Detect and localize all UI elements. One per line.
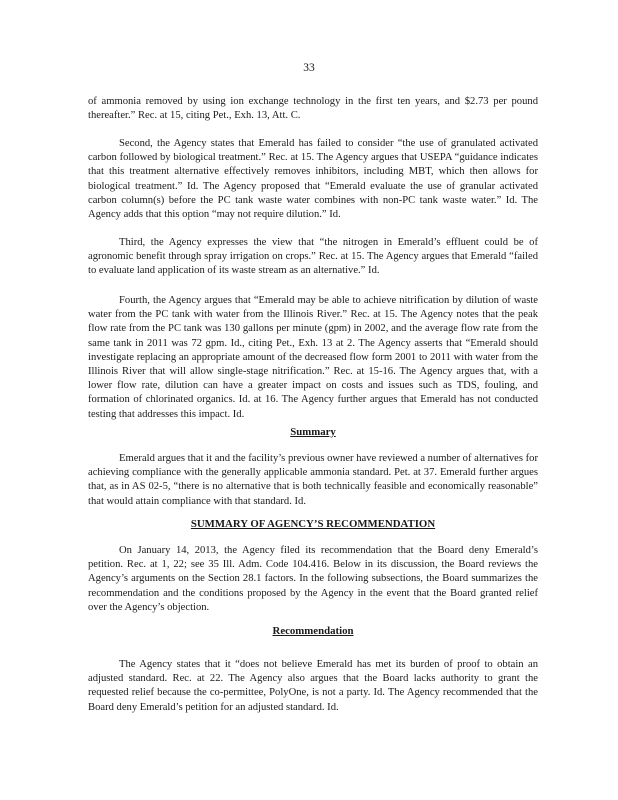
paragraph-alternatives-reviewed [88, 452, 538, 509]
paragraph-text: of ammonia removed by using ion exchange technology in the first ten years, and $2.73 per pound thereafter.” Rec. at 15, citing Pet., Exh. 13, Att. C. [88, 96, 538, 122]
paragraph-text: Emerald argues that it and the facility’s previous owner have reviewed a number of alternatives for achieving compliance with the generally applicable ammonia standard. Pet. at 37. Emerald further argues that, as in AS 02-5, “there is no alternative that is both technically feasible and economically reasonable” that would attain compliance with that standard. Id. [88, 453, 538, 507]
heading-summary: Summary [290, 426, 336, 438]
paragraph-ammonia-cost [88, 95, 538, 123]
paragraph-text: Fourth, the Agency argues that “Emerald may be able to achieve nitrification by dilution of waste water from the PC tank with water from the Illinois River.” Rec. at 15. The Agency notes that the peak flow rate from the PC tank was 130 gallons per minute (gpm) in 2002, and the average flow rate from the same tank in 2011 was 72 gpm. Id., citing Pet., Exh. 13 at 2. The Agency asserts that “Emerald should investigate replacing an appropriate amount of the decreased flow form 2001 to 2011 with water from the Illinois River that will allow single-stage nitrification.” Rec. at 15-16. The Agency argues that, with a lower flow rate, dilution can have a greater impact on costs and issues such as TDS, fouling, and formation of chlorinated organics. Id. at 16. The Agency further argues that Emerald has not conducted testing that addresses this impact. Id. [88, 295, 538, 420]
paragraph-spray-irrigation [88, 236, 538, 279]
heading-agency-recommendation-summary: SUMMARY OF AGENCY’S RECOMMENDATION [190, 518, 436, 530]
paragraph-activated-carbon [88, 137, 538, 222]
paragraph-text: On January 14, 2013, the Agency filed its recommendation that the Board deny Emerald’s petition. Rec. at 1, 22; see 35 Ill. Adm. Code 104.416. Below in its discussion, the Board reviews the Agency’s arguments on the Section 28.1 factors. In the following subsections, the Board summarizes the recommendation and the conditions proposed by the Agency in the event that the Board granted relief over the Agency’s objection. [88, 545, 538, 613]
heading-recommendation: Recommendation [272, 625, 354, 637]
paragraph-river-dilution [88, 294, 538, 422]
paragraph-text: Third, the Agency expresses the view that “the nitrogen in Emerald’s effluent could be of agronomic benefit through spray irrigation on crops.” Rec. at 15. The Agency argues that Emerald “failed to evaluate land application of its waste stream as an alternative.” Id. [88, 237, 538, 277]
paragraph-text: The Agency states that it “does not believe Emerald has met its burden of proof to obtain an adjusted standard. Rec. at 22. The Agency also argues that the Board lacks authority to grant the requested relief because the co-permittee, PolyOne, is not a party. Id. The Agency recommended that the Board deny Emerald’s petition for an adjusted standard. Id. [88, 659, 538, 713]
paragraph-text: Second, the Agency states that Emerald has failed to consider “the use of granulated activated carbon followed by biological treatment.” Rec. at 15. The Agency argues that USEPA “guidance indicates that this treatment alternative effectively removes inhibitors, including MBT, which then allows for biological treatment.” Id. The Agency proposed that “Emerald evaluate the use of granular activated carbon column(s) before the PC tank waste water combines with non-PC tank waste water.” Id. The Agency adds that this option “may not require dilution.” Id. [88, 138, 538, 221]
paragraph-recommendation-filed [88, 544, 538, 615]
page-number: 33 [303, 62, 315, 74]
paragraph-burden-of-proof [88, 658, 538, 715]
